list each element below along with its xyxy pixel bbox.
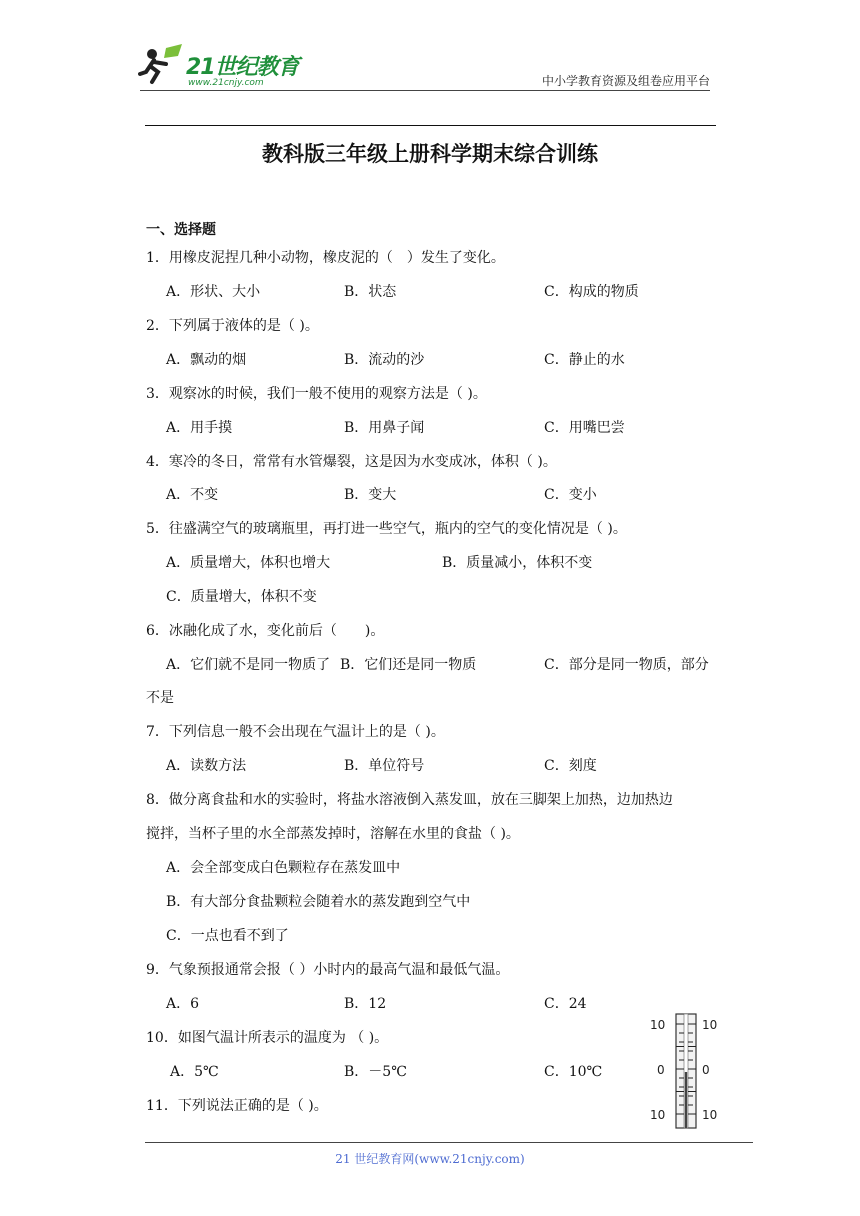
- question-10: 10．如图气温计所表示的温度为 （ )。: [146, 1030, 389, 1046]
- q3-option-b[interactable]: B．用鼻子闻: [344, 420, 425, 436]
- q10-option-b[interactable]: B．－5℃: [344, 1064, 407, 1080]
- q1-option-c[interactable]: C．构成的物质: [544, 284, 639, 300]
- q6-option-a[interactable]: A．它们就不是同一物质了: [166, 657, 331, 673]
- question-8-continued: 搅拌，当杯子里的水全部蒸发掉时，溶解在水里的食盐（ )。: [146, 826, 520, 842]
- q4-option-c[interactable]: C．变小: [544, 487, 597, 503]
- q5-option-b[interactable]: B．质量减小，体积不变: [442, 555, 593, 571]
- logo-text: 21世纪教育: [186, 55, 299, 80]
- footer-link[interactable]: 21 世纪教育网(www.21cnjy.com): [335, 1152, 525, 1166]
- q3-option-c[interactable]: C．用嘴巴尝: [544, 420, 625, 436]
- question-3: 3．观察冰的时候，我们一般不使用的观察方法是（ )。: [146, 386, 487, 402]
- runner-logo-icon: [138, 42, 186, 86]
- question-4: 4．寒冷的冬日，常常有水管爆裂，这是因为水变成冰，体积（ )。: [146, 454, 557, 470]
- q7-option-a[interactable]: A．读数方法: [166, 758, 247, 774]
- q1-option-b[interactable]: B．状态: [344, 284, 397, 300]
- platform-label: 中小学教育资源及组卷应用平台: [541, 74, 710, 88]
- q8-option-b[interactable]: B．有大部分食盐颗粒会随着水的蒸发跑到空气中: [166, 894, 471, 910]
- question-5: 5．往盛满空气的玻璃瓶里，再打进一些空气，瓶内的空气的变化情况是（ )。: [146, 521, 627, 537]
- q2-option-b[interactable]: B．流动的沙: [344, 352, 425, 368]
- question-6: 6．冰融化成了水，变化前后（ )。: [146, 623, 385, 639]
- q2-option-a[interactable]: A．飘动的烟: [166, 352, 247, 368]
- thermo-label-right-top: 10: [702, 1018, 718, 1032]
- thermo-label-left-bottom: 10: [650, 1108, 666, 1122]
- thermo-label-right-mid: 0: [702, 1063, 710, 1077]
- question-2: 2．下列属于液体的是（ )。: [146, 318, 319, 334]
- footer-divider: [145, 1142, 753, 1143]
- logo-url: www.21cnjy.com: [188, 78, 264, 88]
- q7-option-c[interactable]: C．刻度: [544, 758, 597, 774]
- q4-option-a[interactable]: A．不变: [166, 487, 219, 503]
- page-title: 教科版三年级上册科学期末综合训练: [262, 142, 598, 166]
- logo: [138, 42, 318, 94]
- q2-option-c[interactable]: C．静止的水: [544, 352, 625, 368]
- thermo-label-left-top: 10: [650, 1018, 666, 1032]
- question-11: 11．下列说法正确的是（ )。: [146, 1098, 328, 1114]
- q6-option-b[interactable]: B．它们还是同一物质: [340, 657, 477, 673]
- thermometer-figure: [646, 1012, 726, 1130]
- q8-option-c[interactable]: C．一点也看不到了: [166, 928, 289, 944]
- question-9: 9．气象预报通常会报（ ）小时内的最高气温和最低气温。: [146, 962, 510, 978]
- q5-option-a[interactable]: A．质量增大，体积也增大: [166, 555, 331, 571]
- q7-option-b[interactable]: B．单位符号: [344, 758, 425, 774]
- q10-option-a[interactable]: A．5℃: [170, 1064, 219, 1080]
- q1-option-a[interactable]: A．形状、大小: [166, 284, 261, 300]
- q6-option-c[interactable]: C．部分是同一物质，部分: [544, 657, 709, 673]
- q5-option-c[interactable]: C．质量增大，体积不变: [166, 589, 317, 605]
- q9-option-a[interactable]: A．6: [166, 996, 200, 1012]
- thermo-label-left-mid: 0: [657, 1063, 665, 1077]
- question-7: 7．下列信息一般不会出现在气温计上的是（ )。: [146, 724, 445, 740]
- q6-option-c-continued: 不是: [146, 690, 174, 706]
- header-divider: [140, 90, 710, 91]
- q3-option-a[interactable]: A．用手摸: [166, 420, 233, 436]
- q9-option-c[interactable]: C．24: [544, 996, 587, 1012]
- thermo-label-right-bottom: 10: [702, 1108, 718, 1122]
- q9-option-b[interactable]: B．12: [344, 996, 387, 1012]
- q4-option-b[interactable]: B．变大: [344, 487, 397, 503]
- section-heading: 一、选择题: [146, 222, 216, 238]
- question-8: 8．做分离食盐和水的实验时，将盐水溶液倒入蒸发皿，放在三脚架上加热，边加热边: [146, 792, 673, 808]
- q8-option-a[interactable]: A．会全部变成白色颗粒存在蒸发皿中: [166, 860, 401, 876]
- question-1: 1．用橡皮泥捏几种小动物，橡皮泥的（ ）发生了变化。: [146, 250, 505, 266]
- title-divider: [145, 125, 716, 126]
- q10-option-c[interactable]: C．10℃: [544, 1064, 603, 1080]
